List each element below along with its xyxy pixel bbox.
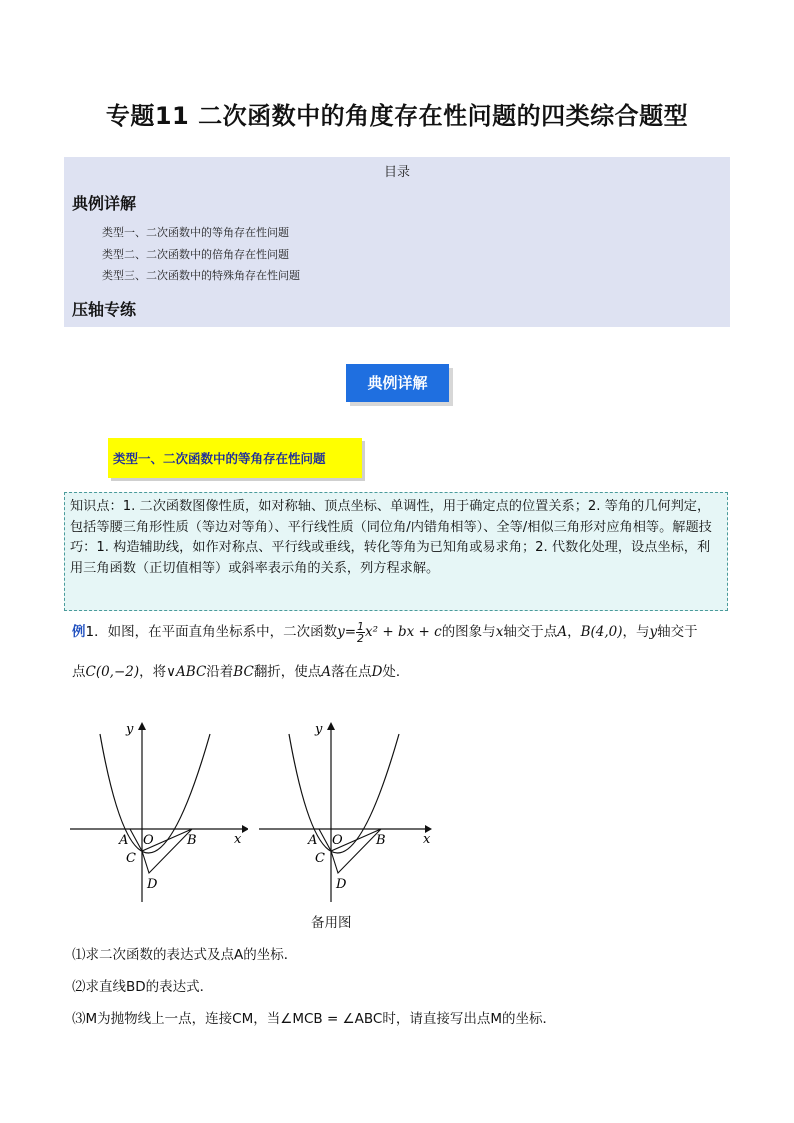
point-d: D xyxy=(371,664,383,680)
axis-x-ref: x xyxy=(495,624,504,640)
triangle-abc: ∨ABC xyxy=(166,664,207,680)
label-c: C xyxy=(126,851,136,866)
question-3: ⑶M为抛物线上一点，连接CM，当∠MCB = ∠ABC时，请直接写出点M的坐标． xyxy=(72,1011,556,1027)
example-text: 的图象与 xyxy=(441,624,496,640)
example-text: 点 xyxy=(72,664,86,680)
example-text: 处． xyxy=(382,664,410,680)
y-label: y xyxy=(315,722,323,737)
label-b: B xyxy=(376,833,386,848)
label-o: O xyxy=(332,833,343,848)
y-axis-arrow xyxy=(327,722,335,730)
example-text: 翻折，使点 xyxy=(253,664,322,680)
page-title: 专题11 二次函数中的角度存在性问题的四类综合题型 xyxy=(105,102,689,130)
toc-item-3[interactable]: 类型三、二次函数中的特殊角存在性问题 xyxy=(102,269,300,282)
example-text: ，将 xyxy=(139,664,167,680)
label-a: A xyxy=(119,833,129,848)
example-text: ，与 xyxy=(622,624,650,640)
axis-y-ref: y xyxy=(649,624,658,640)
example-text: 沿着 xyxy=(206,664,234,680)
section-badge: 典例详解 xyxy=(346,364,449,402)
label-b: B xyxy=(187,833,197,848)
label-d: D xyxy=(336,877,347,892)
example-text: 轴交于 xyxy=(657,624,698,640)
x-axis-arrow xyxy=(242,825,248,833)
point-b: B(4,0) xyxy=(580,624,623,640)
func-rest: x² + bx + c xyxy=(365,624,442,640)
toc-heading: 目录 xyxy=(383,165,410,180)
figure-caption: 备用图 xyxy=(311,915,352,931)
example-number: 1． xyxy=(85,624,108,640)
func-y: y xyxy=(337,624,345,640)
fraction xyxy=(356,621,365,644)
knowledge-box: 知识点：1. 二次函数图像性质，如对称轴、顶点坐标、单调性，用于确定点的位置关系；2. 等角的几何判定，包括等腰三角形性质（等边对等角）、平行线性质（同位角/内错角相等）、全等/相似三角形对应角相等。解题技巧：1. 构造辅助线，如作对称点、平行线或垂线，转化等角为已知角或易求角；2. 代数化处理，设点坐标，利用三角函数（正切值相等）或斜率表示角的关系，列方程求解。 xyxy=(64,492,728,611)
type-heading: 类型一、二次函数中的等角存在性问题 xyxy=(113,451,326,466)
example-text: 轴交于点 xyxy=(503,624,558,640)
triangle-lines xyxy=(319,829,381,873)
parabola-figure-backup xyxy=(257,722,437,907)
example-line-2 xyxy=(72,660,409,680)
x-label: x xyxy=(234,832,242,847)
point-a: A xyxy=(557,624,568,640)
frac-den: 2 xyxy=(357,631,365,645)
type-heading-box xyxy=(108,438,362,478)
point-c: C(0,−2) xyxy=(85,664,140,680)
example-line-1: 例1．如图，在平面直角坐标系中，二次函数y= $\frac{1}{2}$ x² + bx + c的图象与x轴交于点A，B(4,0)，与y轴交于 xyxy=(72,619,698,645)
example-text: 落在点 xyxy=(331,664,372,680)
toc-item-1[interactable]: 类型一、二次函数中的等角存在性问题 xyxy=(102,226,289,239)
example-label: 例 xyxy=(72,624,86,640)
point-a-ref: A xyxy=(321,664,332,680)
frac-num: 1 xyxy=(357,619,365,633)
triangle-lines xyxy=(130,829,192,873)
label-d: D xyxy=(147,877,158,892)
question-2: ⑵求直线BD的表达式． xyxy=(72,979,214,995)
segment-bc: BC xyxy=(233,664,254,680)
toc-section-examples[interactable]: 典例详解 xyxy=(72,194,137,213)
table-of-contents xyxy=(64,157,730,327)
toc-item-2[interactable]: 类型二、二次函数中的倍角存在性问题 xyxy=(102,248,289,261)
x-label: x xyxy=(423,832,431,847)
label-c: C xyxy=(315,851,325,866)
func-eq: = xyxy=(344,624,357,640)
toc-section-practice[interactable]: 压轴专练 xyxy=(72,300,137,319)
question-1: ⑴求二次函数的表达式及点A的坐标． xyxy=(72,947,298,963)
y-axis-arrow xyxy=(138,722,146,730)
label-o: O xyxy=(143,833,154,848)
y-label: y xyxy=(126,722,134,737)
example-text: 如图，在平面直角坐标系中，二次函数 xyxy=(107,624,338,640)
label-a: A xyxy=(308,833,318,848)
parabola-figure xyxy=(68,722,248,907)
